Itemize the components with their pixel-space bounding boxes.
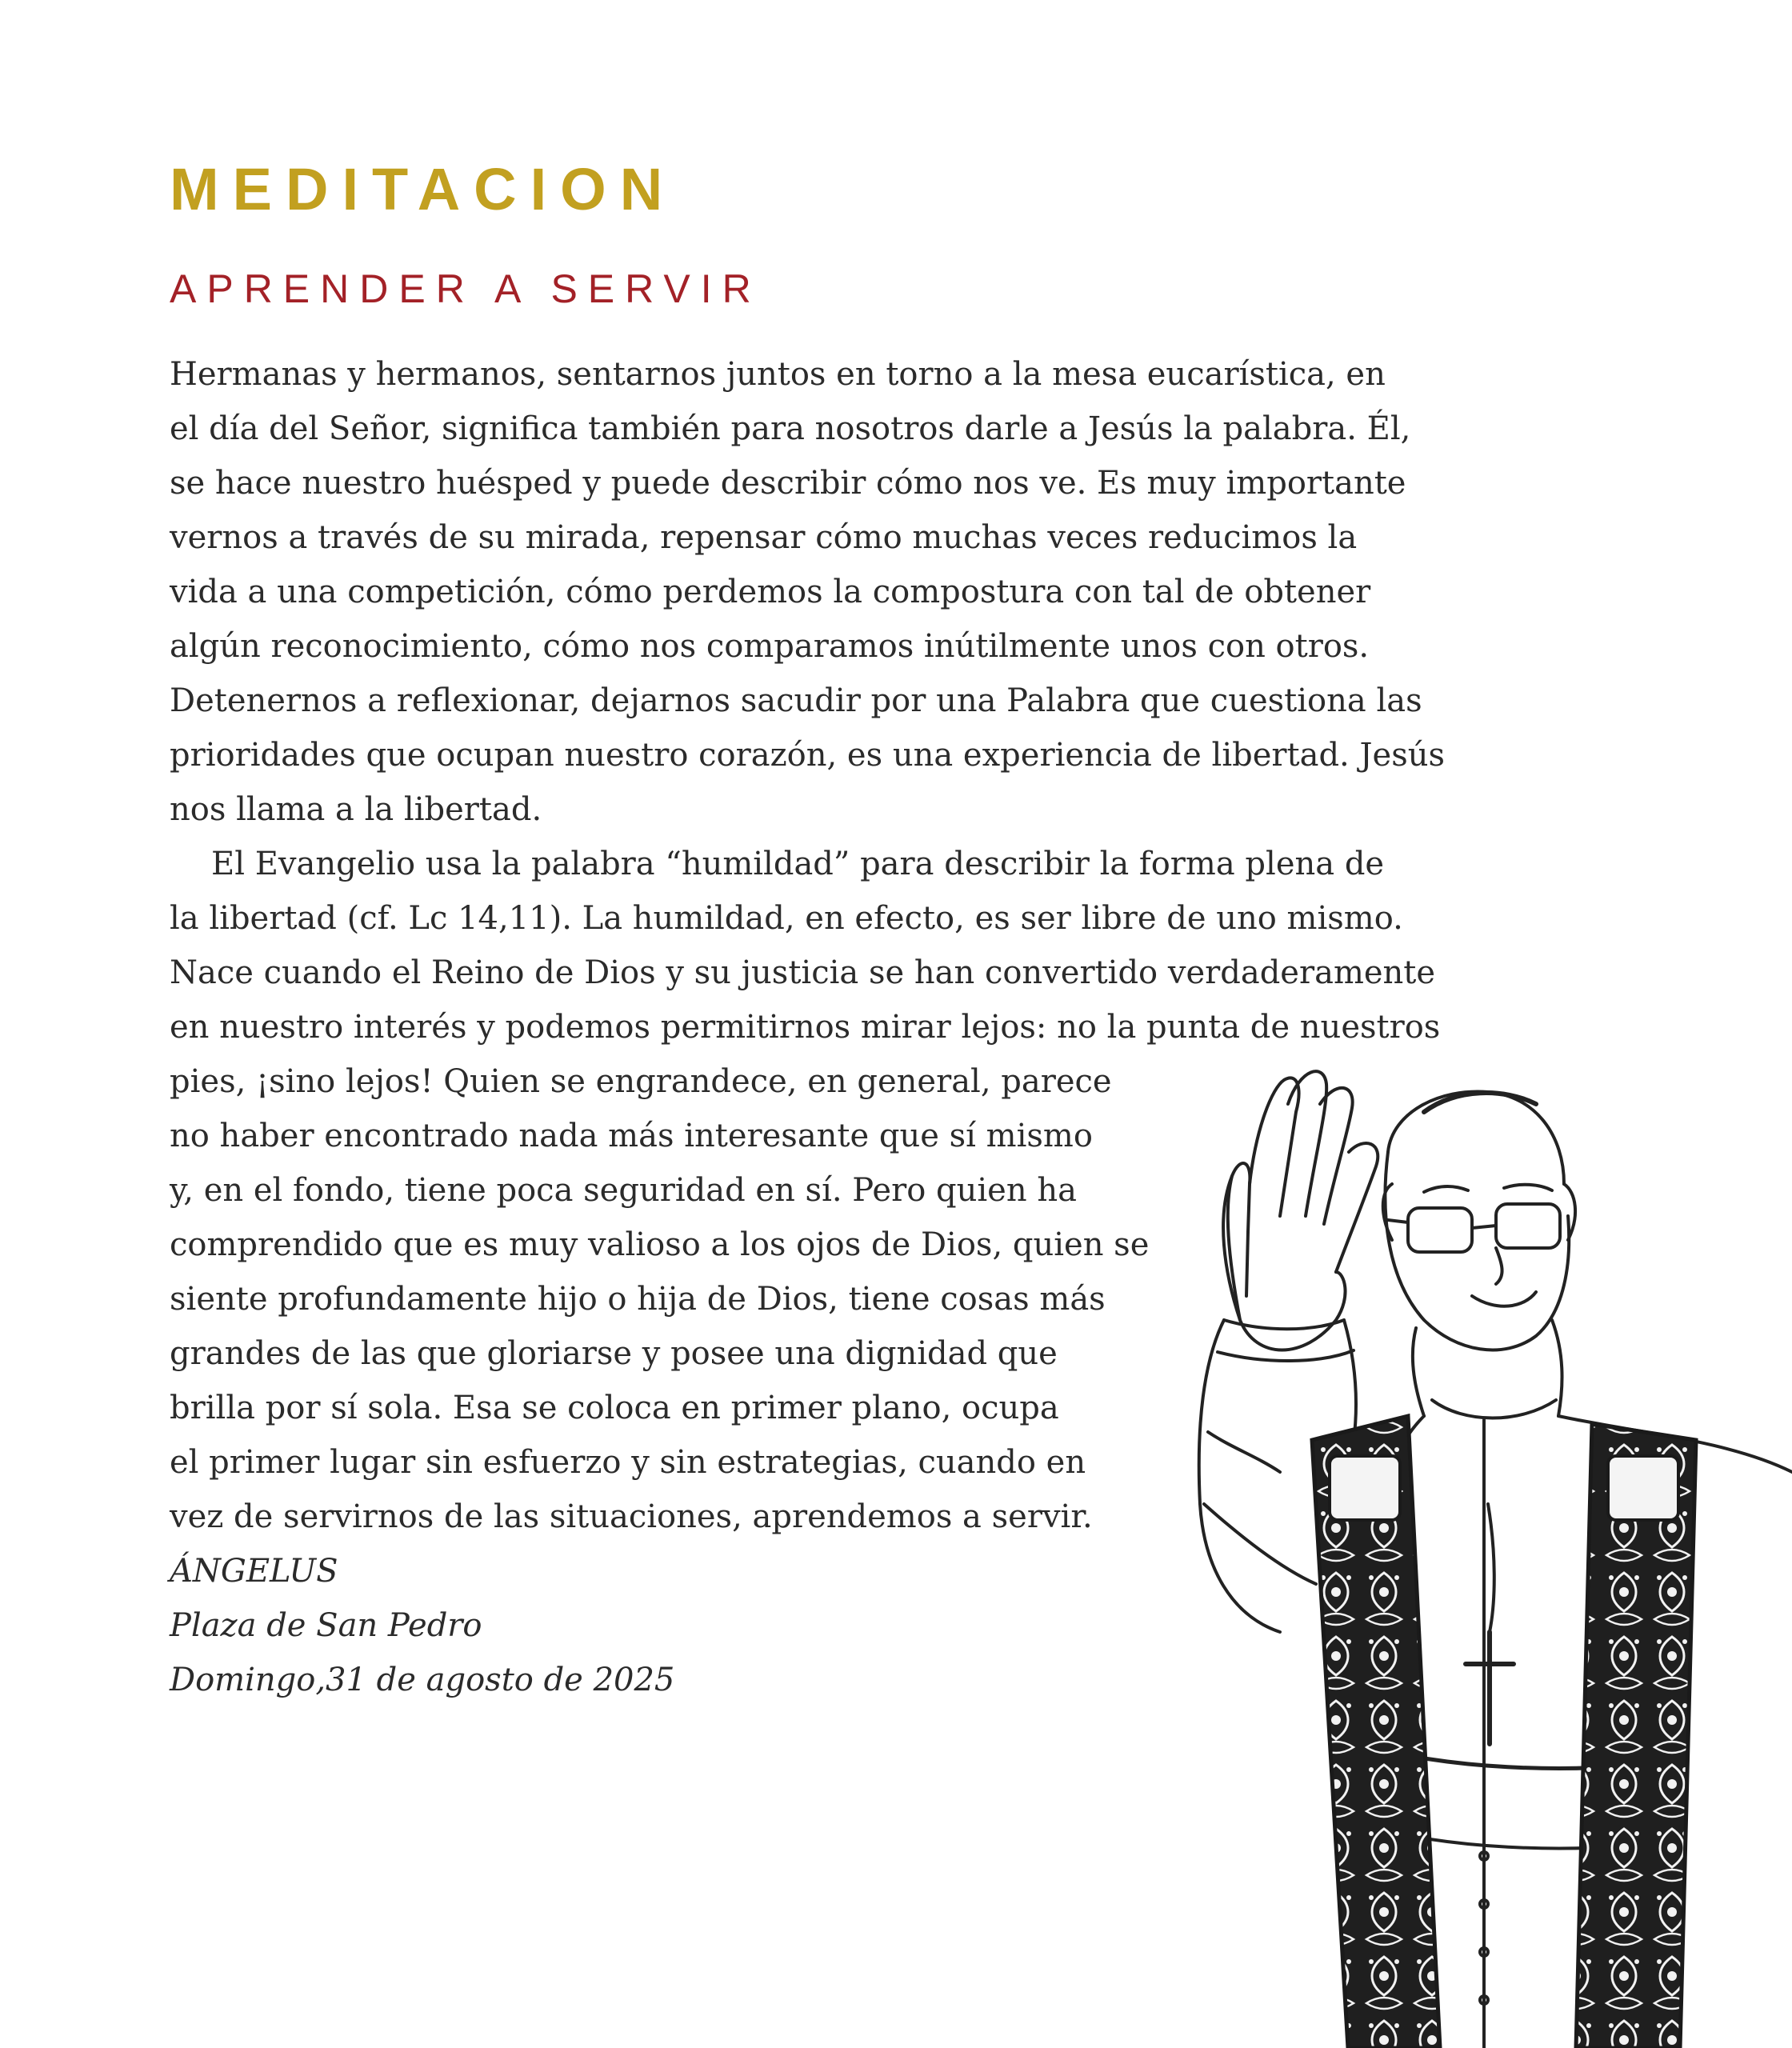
text-line: el día del Señor, significa también para nosotros darle a Jesús la palabra. Él, bbox=[170, 410, 1411, 447]
text-line: se hace nuestro huésped y puede describir cómo nos ve. Es muy importante bbox=[170, 465, 1406, 502]
paragraph-1 bbox=[170, 347, 1530, 837]
text-line: vida a una competición, cómo perdemos la compostura con tal de obtener bbox=[170, 574, 1371, 610]
page-subtitle: APRENDER A SERVIR bbox=[170, 266, 762, 311]
text-line: vez de servirnos de las situaciones, aprendemos a servir. bbox=[170, 1498, 1093, 1535]
pope-waving-illustration bbox=[1120, 1056, 1792, 2048]
text-line: Nace cuando el Reino de Dios y su justicia se han convertido verdaderamente bbox=[170, 954, 1436, 991]
hand-drawing bbox=[1223, 1071, 1378, 1350]
signature-source: ÁNGELUS bbox=[170, 1553, 338, 1590]
text-line: algún reconocimiento, cómo nos comparamos inútilmente unos con otros. bbox=[170, 628, 1370, 665]
text-line: pies, ¡sino lejos! Quien se engrandece, en general, parece bbox=[170, 1063, 1112, 1100]
text-line: en nuestro interés y podemos permitirnos mirar lejos: no la punta de nuestros bbox=[170, 1009, 1441, 1046]
text-line: prioridades que ocupan nuestro corazón, es una experiencia de libertad. Jesús bbox=[170, 737, 1446, 774]
text-line: nos llama a la libertad. bbox=[170, 791, 542, 828]
text-line: Detenernos a reflexionar, dejarnos sacudir por una Palabra que cuestiona las bbox=[170, 682, 1422, 719]
text-line: Hermanas y hermanos, sentarnos juntos en torno a la mesa eucarística, en bbox=[170, 356, 1386, 393]
text-line: no haber encontrado nada más interesante que sí mismo bbox=[170, 1118, 1093, 1154]
text-line: El Evangelio usa la palabra “humildad” para describir la forma plena de bbox=[211, 846, 1385, 882]
text-line: brilla por sí sola. Esa se coloca en primer plano, ocupa bbox=[170, 1390, 1059, 1426]
signature-place: Plaza de San Pedro bbox=[170, 1607, 482, 1644]
signature-date: Domingo,31 de agosto de 2025 bbox=[170, 1662, 675, 1698]
text-line: la libertad (cf. Lc 14,11). La humildad, en efecto, es ser libre de uno mismo. bbox=[170, 900, 1403, 937]
stole-drawing bbox=[1312, 1416, 1696, 2048]
text-line: comprendido que es muy valioso a los ojos de Dios, quien se bbox=[170, 1226, 1150, 1263]
head-drawing bbox=[1383, 1091, 1575, 1350]
text-line: y, en el fondo, tiene poca seguridad en sí. Pero quien ha bbox=[170, 1172, 1077, 1209]
text-line: siente profundamente hijo o hija de Dios, tiene cosas más bbox=[170, 1281, 1106, 1318]
text-line: grandes de las que gloriarse y posee una dignidad que bbox=[170, 1335, 1058, 1372]
text-line: vernos a través de su mirada, repensar cómo muchas veces reducimos la bbox=[170, 519, 1358, 556]
page-title: MEDITACION bbox=[170, 156, 677, 222]
text-line: el primer lugar sin esfuerzo y sin estrategias, cuando en bbox=[170, 1444, 1086, 1481]
